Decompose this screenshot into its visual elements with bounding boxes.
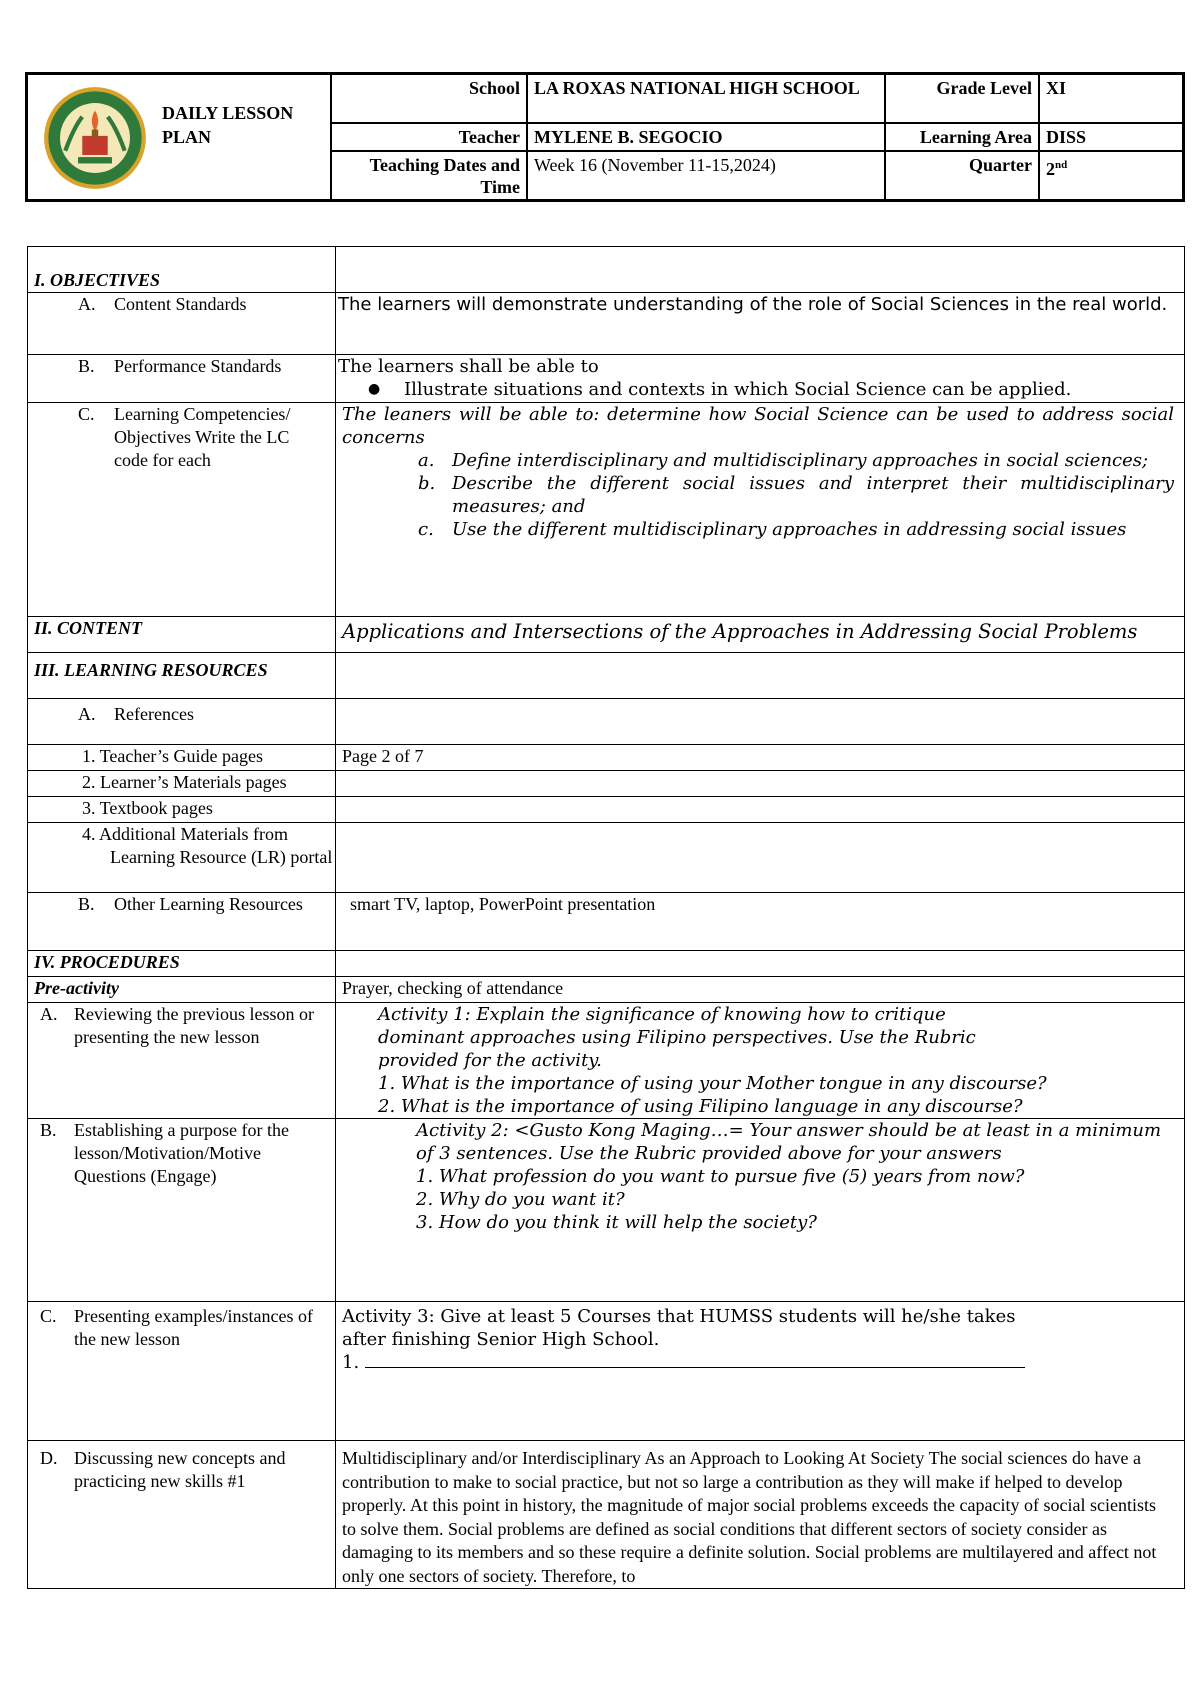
table-row <box>28 1003 1185 1119</box>
school-label: School <box>332 75 528 124</box>
learning-area-label: Learning Area <box>886 124 1040 152</box>
table-row <box>28 745 1185 771</box>
table-row <box>28 977 1185 1003</box>
table-row <box>28 1119 1185 1302</box>
competency-item <box>418 472 1174 518</box>
table-row <box>28 797 1185 823</box>
competency-item <box>418 518 1174 541</box>
header-logo-cell <box>28 75 332 199</box>
competency-text: Describe the different social issues and interpret their multidisciplinary measures; and <box>452 473 1174 517</box>
procedure-b-label: Establishing a purpose for the lesson/Motivation/Motive Questions (Engage) <box>74 1120 289 1186</box>
table-row <box>28 617 1185 653</box>
school-value: LA ROXAS NATIONAL HIGH SCHOOL <box>528 75 886 124</box>
activity-1-question-2: 2. What is the importance of using Filipino language in any discourse? <box>378 1096 1023 1117</box>
quarter-number: 2 <box>1046 159 1055 179</box>
competency-text: Define interdisciplinary and multidisciplinary approaches in social sciences; <box>452 450 1149 471</box>
textbook-label: 3. Textbook pages <box>28 797 336 823</box>
competency-text: Use the different multidisciplinary approaches in addressing social issues <box>452 519 1127 540</box>
teacher-value: MYLENE B. SEGOCIO <box>528 124 886 152</box>
school-seal-icon <box>42 85 148 191</box>
table-row <box>28 771 1185 797</box>
competency-letter: a. <box>418 450 435 471</box>
references-label: References <box>114 704 194 724</box>
table-row <box>28 951 1185 977</box>
procedures-heading: IV. PROCEDURES <box>34 952 180 972</box>
header-grid <box>332 75 1182 199</box>
activity-2-question-1: 1. What profession do you want to pursue five (5) years from now? <box>416 1166 1025 1187</box>
performance-standards-label: Performance Standards <box>114 356 282 376</box>
competencies-list <box>342 449 1174 541</box>
competencies-label: Learning Competencies/ Objectives Write the LC code for each <box>114 404 291 470</box>
competency-letter: b. <box>418 473 436 494</box>
procedure-d-label: Discussing new concepts and practicing new skills #1 <box>74 1448 286 1491</box>
answer-blank-line <box>365 1351 1025 1368</box>
procedure-b-letter: B. <box>40 1120 57 1140</box>
discussion-text: Multidisciplinary and/or Interdisciplinary As an Approach to Looking At Society The social sciences do have a contribution to make to social practice, but not so large a contribution as they will make if helped to develop properly. At this point in history, the magnitude of major social problems exceeds the capacity of social scientists to solve them. Social problems are defined as social conditions that different sectors of society consider as damaging to its members and so these require a definite solution. Social problems are multilayered and affect not only one sectors of society. Therefore, to <box>336 1441 1185 1589</box>
activity-3-item-number: 1. <box>342 1352 360 1373</box>
table-row <box>28 823 1185 893</box>
activity-2-intro: Activity 2: <Gusto Kong Maging…= Your answer should be at least in a minimum <box>416 1120 1162 1141</box>
activity-2-question-2: 2. Why do you want it? <box>416 1189 625 1210</box>
content-standards-label: Content Standards <box>114 294 247 314</box>
table-row <box>28 653 1185 699</box>
teachers-guide-label: 1. Teacher’s Guide pages <box>28 745 336 771</box>
activity-2-intro-cont: of 3 sentences. Use the Rubric provided above for your answers <box>416 1143 1002 1164</box>
table-row <box>28 1302 1185 1441</box>
performance-standards-bullet: Illustrate situations and contexts in which Social Science can be applied. <box>404 379 1072 400</box>
content-heading: II. CONTENT <box>34 618 143 638</box>
performance-standards-intro: The learners shall be able to <box>338 356 599 377</box>
content-standards-letter: A. <box>78 294 96 314</box>
learning-area-value: DISS <box>1040 124 1182 152</box>
document-title: DAILY LESSON PLAN <box>162 103 294 147</box>
learning-resources-heading: III. LEARNING RESOURCES <box>34 660 268 680</box>
procedure-c-letter: C. <box>40 1306 57 1326</box>
teaching-dates-label: Teaching Dates and Time <box>332 152 528 200</box>
objectives-heading: I. OBJECTIVES <box>34 270 161 290</box>
quarter-label: Quarter <box>886 152 1040 200</box>
pre-activity-label: Pre-activity <box>34 978 119 998</box>
table-row <box>28 355 1185 403</box>
teaching-dates-value: Week 16 (November 11-15,2024) <box>528 152 886 200</box>
teachers-guide-value: Page 2 of 7 <box>336 745 1185 771</box>
teacher-label: Teacher <box>332 124 528 152</box>
procedure-a-letter: A. <box>40 1004 58 1024</box>
quarter-value <box>1040 152 1182 200</box>
lesson-plan-table <box>27 246 1185 1589</box>
pre-activity-value: Prayer, checking of attendance <box>336 977 1185 1003</box>
table-row <box>28 893 1185 951</box>
other-resources-label: Other Learning Resources <box>114 894 303 914</box>
table-row <box>28 1441 1185 1589</box>
quarter-suffix: nd <box>1055 159 1068 171</box>
other-resources-letter: B. <box>78 894 95 914</box>
activity-2-question-3: 3. How do you think it will help the society? <box>416 1212 817 1233</box>
table-row <box>28 699 1185 745</box>
table-row <box>28 293 1185 355</box>
grade-level-value: XI <box>1040 75 1182 124</box>
competency-letter: c. <box>418 519 434 540</box>
table-row <box>28 403 1185 617</box>
content-standards-value: The learners will demonstrate understanding of the role of Social Sciences in the real world. <box>336 293 1185 355</box>
learners-materials-label: 2. Learner’s Materials pages <box>28 771 336 797</box>
activity-3-text: Activity 3: Give at least 5 Courses that HUMSS students will he/she takes after finishing Senior High School. <box>342 1306 1016 1350</box>
activity-1-question-1: 1. What is the importance of using your Mother tongue in any discourse? <box>378 1073 1047 1094</box>
content-value: Applications and Intersections of the Approaches in Addressing Social Problems <box>336 617 1185 653</box>
other-resources-value: smart TV, laptop, PowerPoint presentation <box>336 893 1185 951</box>
activity-1-intro: Activity 1: Explain the significance of knowing how to critique dominant approaches using Filipino perspectives. Use the Rubric provided for the activity. <box>378 1004 976 1071</box>
references-letter: A. <box>78 704 96 724</box>
competencies-intro: The leaners will be able to: determine how Social Science can be used to address social concerns <box>342 404 1174 448</box>
procedure-a-label: Reviewing the previous lesson or presenting the new lesson <box>74 1004 314 1047</box>
bullet-icon: ● <box>368 381 381 397</box>
grade-level-label: Grade Level <box>886 75 1040 124</box>
table-row <box>28 247 1185 293</box>
header-box <box>25 72 1185 202</box>
procedure-c-label: Presenting examples/instances of the new lesson <box>74 1306 313 1349</box>
procedure-d-letter: D. <box>40 1448 58 1468</box>
additional-materials-label: 4. Additional Materials from Learning Resource (LR) portal <box>82 824 333 867</box>
competency-item <box>418 449 1174 472</box>
competencies-letter: C. <box>78 404 95 424</box>
performance-standards-letter: B. <box>78 356 95 376</box>
